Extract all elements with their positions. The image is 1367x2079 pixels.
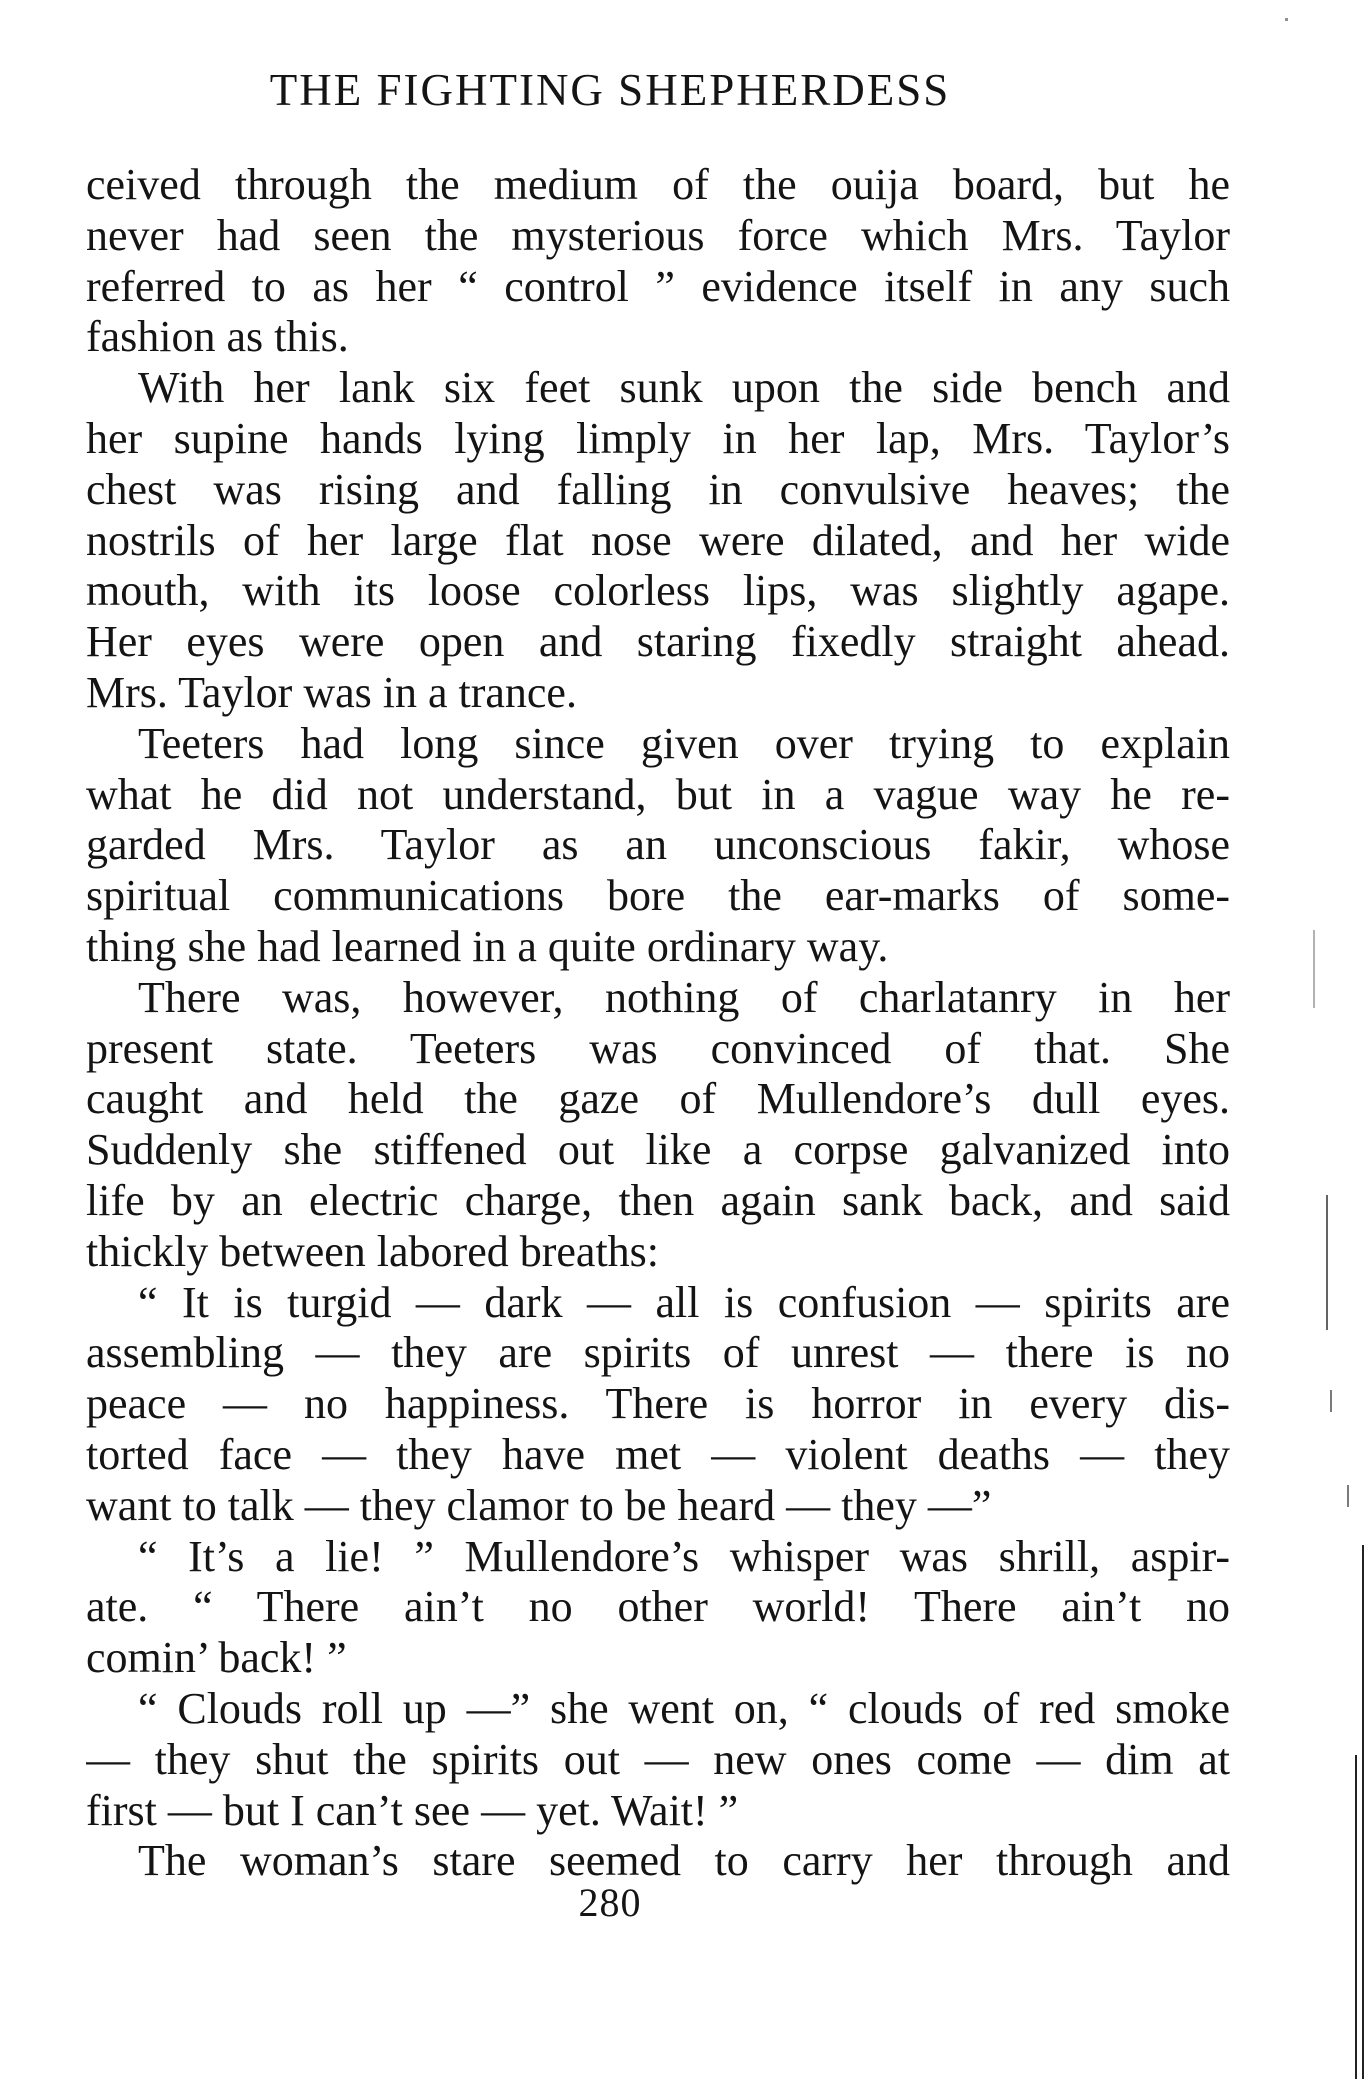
text-line: “ Clouds roll up —” she went on, “ clouds of red smoke (138, 1683, 1230, 1733)
page-edge-shadow (1355, 1755, 1357, 2079)
text-line: caught and held the gaze of Mullendore’s dull eyes. (86, 1074, 1230, 1124)
text-line: her supine hands lying limply in her lap, Mrs. Taylor’s (86, 413, 1230, 463)
text-line: With her lank six feet sunk upon the side bench and (138, 363, 1230, 413)
text-line: There was, however, nothing of charlatanry in her (138, 972, 1230, 1022)
text-line: peace — no happiness. There is horror in every dis- (86, 1379, 1230, 1429)
text-line: spiritual communications bore the ear-marks of some- (86, 871, 1230, 921)
text-line: Her eyes were open and staring fixedly straight ahead. (86, 617, 1230, 667)
text-line: thing she had learned in a quite ordinary way. (86, 921, 889, 971)
page-edge-mark (1347, 1485, 1349, 1507)
text-line: “ It is turgid — dark — all is confusion — spirits are (138, 1277, 1230, 1327)
page-edge-mark (1313, 930, 1315, 1008)
text-line: Mrs. Taylor was in a trance. (86, 667, 577, 717)
text-line: Teeters had long since given over trying to explain (138, 718, 1230, 768)
running-head: THE FIGHTING SHEPHERDESS (269, 65, 951, 115)
text-line: The woman’s stare seemed to carry her through and (138, 1836, 1230, 1886)
text-line: chest was rising and falling in convulsive heaves; the (86, 464, 1230, 514)
page-edge-mark (1330, 1390, 1332, 1412)
page-number: 280 (578, 1880, 642, 1925)
text-line: what he did not understand, but in a vague way he re- (86, 769, 1230, 819)
text-line: ceived through the medium of the ouija board, but he (86, 160, 1230, 209)
page-edge-shadow (1362, 1545, 1364, 2079)
page-speck (1285, 18, 1288, 21)
text-line: torted face — they have met — violent deaths — they (86, 1429, 1230, 1479)
page-edge-mark (1326, 1195, 1328, 1330)
text-line: present state. Teeters was convinced of that. She (86, 1023, 1230, 1073)
text-line: nostrils of her large flat nose were dilated, and her wide (86, 515, 1230, 565)
text-line: ate. “ There ain’t no other world! There ain’t no (86, 1582, 1230, 1632)
text-line: Suddenly she stiffened out like a corpse galvanized into (86, 1125, 1230, 1175)
text-line: assembling — they are spirits of unrest — there is no (86, 1328, 1230, 1378)
body-text (86, 160, 1230, 1887)
text-line: mouth, with its loose colorless lips, was slightly agape. (86, 566, 1230, 616)
text-line: fashion as this. (86, 312, 349, 362)
text-line: — they shut the spirits out — new ones come — dim at (86, 1734, 1230, 1784)
text-line: never had seen the mysterious force which Mrs. Taylor (86, 210, 1230, 260)
text-line: referred to as her “ control ” evidence itself in any such (86, 261, 1230, 311)
text-line: life by an electric charge, then again sank back, and said (86, 1175, 1230, 1225)
text-line: comin’ back! ” (86, 1633, 347, 1683)
text-line: want to talk — they clamor to be heard — they —” (86, 1480, 992, 1530)
text-line: thickly between labored breaths: (86, 1226, 660, 1276)
text-line: garded Mrs. Taylor as an unconscious fakir, whose (86, 820, 1230, 870)
text-line: “ It’s a lie! ” Mullendore’s whisper was shrill, aspir- (138, 1531, 1230, 1581)
text-line: first — but I can’t see — yet. Wait! ” (86, 1785, 739, 1835)
